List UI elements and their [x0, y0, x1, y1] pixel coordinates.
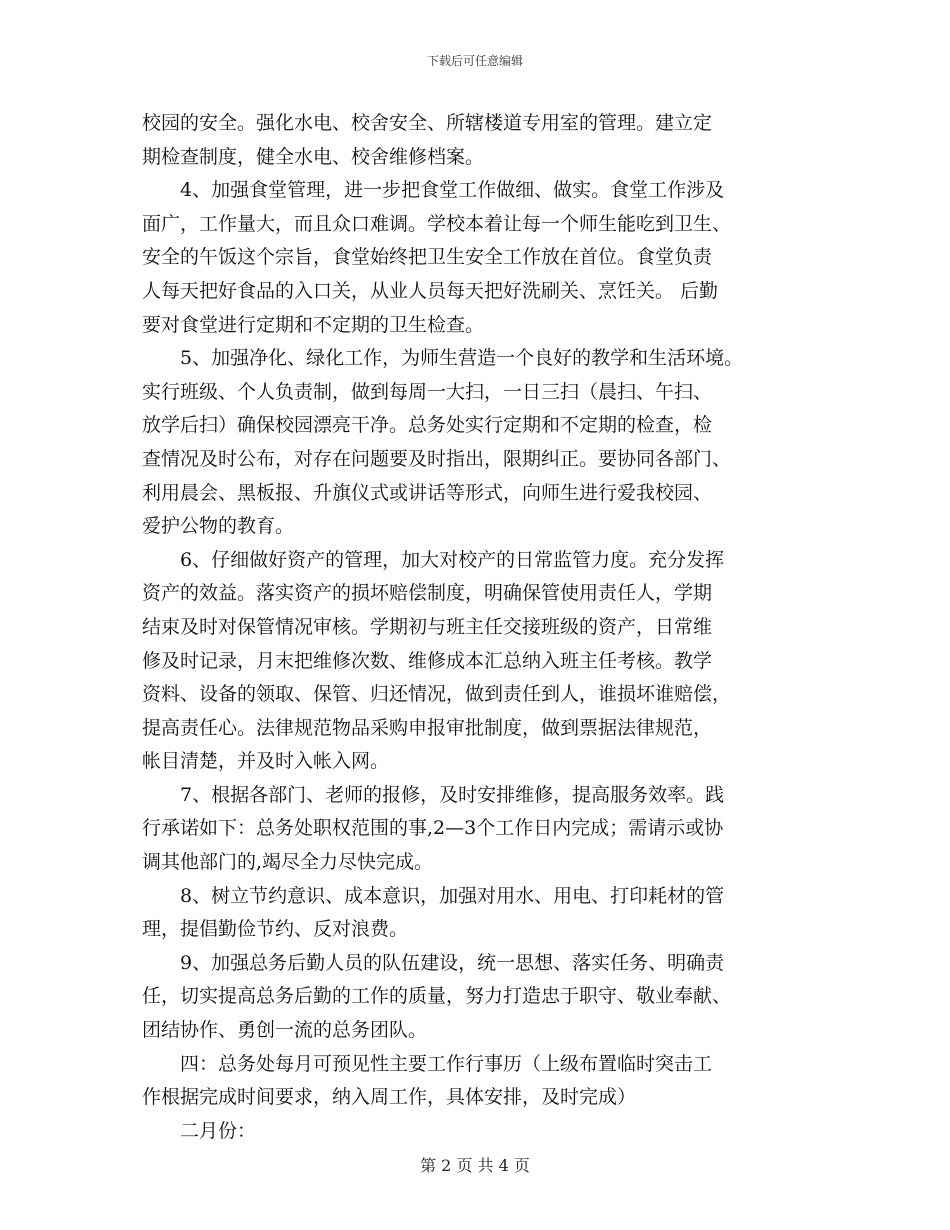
text-line: 人每天把好食品的入口关，从业人员每天把好洗刷关、烹饪关。 后勤	[142, 279, 719, 302]
text-line: 放学后扫）确保校园漂亮干净。总务处实行定期和不定期的检查，检	[142, 414, 713, 437]
text-line: 结束及时对保管情况审核。学期初与班主任交接班级的资产，日常维	[142, 615, 713, 638]
text-line: 任，切实提高总务后勤的工作的质量，努力打造忠于职守、敬业奉献、	[142, 985, 732, 1008]
text-line: 调其他部门的,竭尽全力尽快完成。	[142, 851, 434, 874]
text-line: 资料、设备的领取、保管、归还情况，做到责任到人，谁损坏谁赔偿，	[142, 683, 732, 706]
text-line: 团结协作、勇创一流的总务团队。	[142, 1019, 428, 1042]
page-footer: 第 2 页 共 4 页	[420, 1156, 530, 1175]
text-line: 利用晨会、黑板报、升旗仪式或讲话等形式，向师生进行爱我校园、	[142, 481, 713, 504]
text-line: 实行班级、个人负责制，做到每周一大扫，一日三扫（晨扫、午扫、	[142, 380, 713, 403]
text-line: 二月份：	[142, 1119, 257, 1142]
text-line: 资产的效益。落实资产的损坏赔偿制度，明确保管使用责任人，学期	[142, 582, 713, 605]
text-line: 查情况及时公布，对存在问题要及时指出，限期纠正。要协同各部门、	[142, 447, 732, 470]
text-line: 理，提倡勤俭节约、反对浪费。	[142, 918, 409, 941]
text-line: 四：总务处每月可预见性主要工作行事历（上级布置临时突击工	[142, 1052, 713, 1075]
text-line: 行承诺如下：总务处职权范围的事,2—3个工作日内完成；需请示或协	[142, 817, 724, 840]
text-line: 9、加强总务后勤人员的队伍建设，统一思想、落实任务、明确责	[142, 951, 725, 974]
text-line: 修及时记录，月末把维修次数、维修成本汇总纳入班主任考核。教学	[142, 649, 713, 672]
text-line: 作根据完成时间要求，纳入周工作，具体安排，及时完成）	[142, 1086, 637, 1109]
text-line: 4、加强食堂管理，进一步把食堂工作做细、做实。食堂工作涉及	[142, 179, 725, 202]
document-body	[142, 107, 810, 1148]
text-line: 面广，工作量大，而且众口难调。学校本着让每一个师生能吃到卫生、	[142, 212, 732, 235]
text-line: 爱护公物的教育。	[142, 515, 295, 538]
text-line: 5、加强净化、绿化工作，为师生营造一个良好的教学和生活环境。	[142, 347, 744, 370]
text-line: 提高责任心。法律规范物品采购申报审批制度，做到票据法律规范，	[142, 716, 713, 739]
text-line: 要对食堂进行定期和不定期的卫生检查。	[142, 313, 485, 336]
text-line: 帐目清楚，并及时入帐入网。	[142, 750, 390, 773]
page-header: 下载后可任意编辑	[426, 54, 523, 68]
text-line: 期检查制度，健全水电、校舍维修档案。	[142, 145, 485, 168]
text-line: 8、树立节约意识、成本意识，加强对用水、用电、打印耗材的管	[142, 884, 725, 907]
text-line: 校园的安全。强化水电、校舍安全、所辖楼道专用室的管理。建立定	[142, 112, 713, 134]
text-line: 6、仔细做好资产的管理，加大对校产的日常监管力度。充分发挥	[142, 548, 725, 571]
text-line: 7、根据各部门、老师的报修，及时安排维修，提高服务效率。践	[142, 783, 725, 806]
text-line: 安全的午饭这个宗旨，食堂始终把卫生安全工作放在首位。食堂负责	[142, 246, 713, 269]
